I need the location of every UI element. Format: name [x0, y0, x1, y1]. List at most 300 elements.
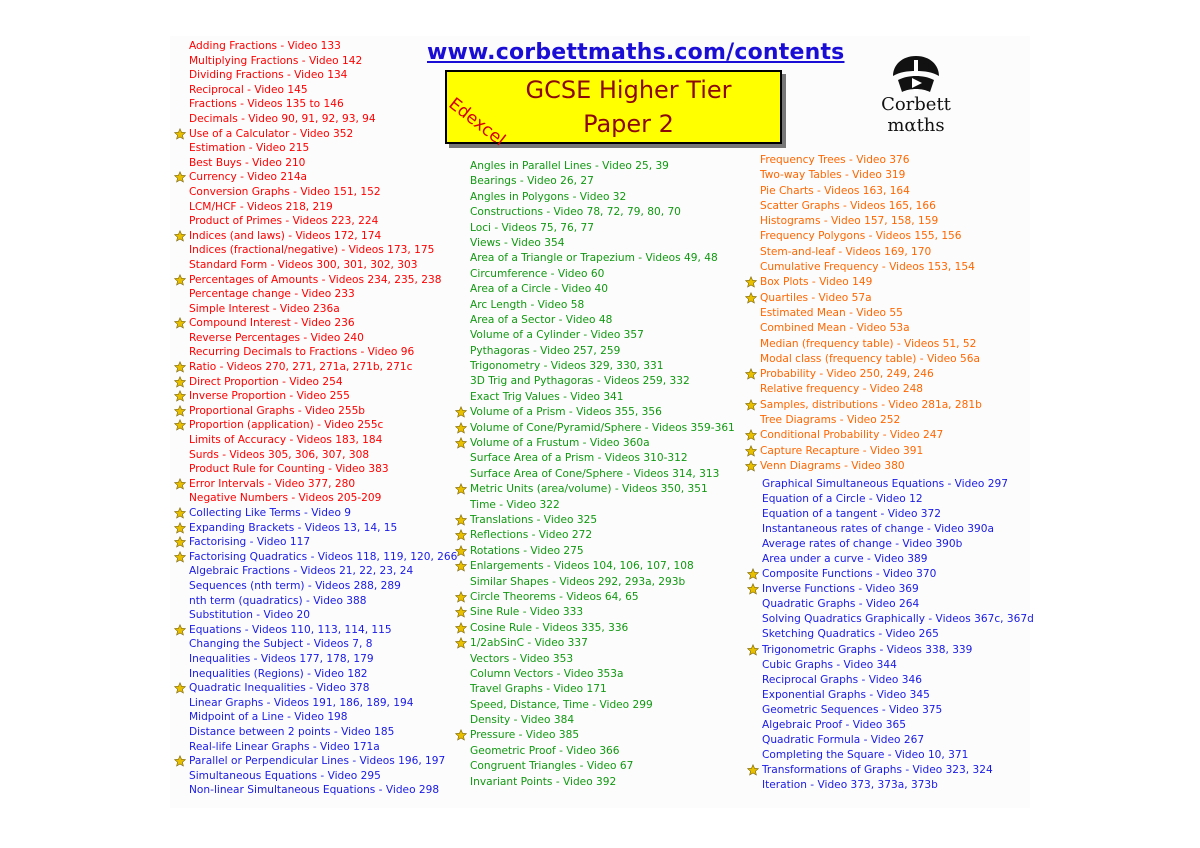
topic-label: Compound Interest - Video 236: [189, 317, 355, 330]
topic-link[interactable]: [189, 696, 457, 711]
topic-label: Surface Area of Cone/Sphere - Videos 314, 313: [470, 467, 720, 480]
topic-link[interactable]: [189, 521, 457, 536]
topic-label: Column Vectors - Video 353a: [470, 667, 624, 680]
contents-url-link[interactable]: www.corbettmaths.com/contents: [427, 40, 845, 65]
topic-link[interactable]: [189, 652, 457, 667]
topic-link[interactable]: [189, 769, 457, 784]
title-line-2: Paper 2: [583, 110, 674, 138]
topic-label: Sequences (nth term) - Videos 288, 289: [189, 579, 401, 592]
topic-label: Factorising Quadratics - Videos 118, 119, 120, 266: [189, 550, 458, 563]
topic-label: Enlargements - Videos 104, 106, 107, 108: [470, 560, 694, 573]
topic-label: Surface Area of a Prism - Videos 310-312: [470, 452, 688, 465]
topic-link[interactable]: [470, 328, 735, 343]
topic-label: Equation of a Circle - Video 12: [762, 493, 923, 506]
star-icon: [747, 583, 759, 595]
topic-label: nth term (quadratics) - Video 388: [189, 594, 367, 607]
topic-link[interactable]: [189, 156, 457, 171]
topic-label: Equation of a tangent - Video 372: [762, 508, 942, 521]
topic-label: Composite Functions - Video 370: [762, 568, 937, 581]
topic-link[interactable]: [762, 492, 1034, 507]
topic-label: Proportional Graphs - Video 255b: [189, 404, 366, 417]
topic-link[interactable]: [189, 287, 457, 302]
topic-label: Tree Diagrams - Video 252: [760, 414, 901, 427]
topic-label: Error Intervals - Video 377, 280: [189, 477, 356, 490]
topic-label: 3D Trig and Pythagoras - Videos 259, 332: [470, 375, 690, 388]
topic-link[interactable]: [760, 444, 982, 459]
topic-link[interactable]: [470, 159, 735, 174]
topic-link[interactable]: [189, 258, 457, 273]
topic-link[interactable]: [470, 359, 735, 374]
topic-link[interactable]: [470, 190, 735, 205]
topic-label: Area of a Triangle or Trapezium - Videos 49, 48: [470, 252, 718, 265]
topic-link[interactable]: [189, 710, 457, 725]
topic-link[interactable]: [189, 170, 457, 185]
topic-link[interactable]: [189, 740, 457, 755]
topic-label: Constructions - Video 78, 72, 79, 80, 70: [470, 206, 681, 219]
topic-link[interactable]: [189, 608, 457, 623]
topic-link[interactable]: [189, 54, 457, 69]
topic-label: Recurring Decimals to Fractions - Video 96: [189, 346, 415, 359]
topic-label: Multiplying Fractions - Video 142: [189, 54, 363, 67]
topic-link[interactable]: [762, 477, 1034, 492]
topic-label: Density - Video 384: [470, 714, 575, 727]
topic-label: Volume of a Cylinder - Video 357: [470, 329, 644, 342]
topic-link[interactable]: [189, 418, 457, 433]
topic-label: Product Rule for Counting - Video 383: [189, 463, 389, 476]
topic-link[interactable]: [189, 345, 457, 360]
topic-link[interactable]: [470, 451, 735, 466]
topic-link[interactable]: [189, 141, 457, 156]
topic-link[interactable]: [189, 477, 457, 492]
topic-label: Frequency Polygons - Videos 155, 156: [760, 230, 962, 243]
topic-link[interactable]: [189, 579, 457, 594]
topic-link[interactable]: [470, 728, 735, 743]
topic-label: Graphical Simultaneous Equations - Video 297: [762, 478, 1008, 490]
topic-link[interactable]: [762, 522, 1034, 537]
star-icon: [455, 637, 467, 649]
topic-link[interactable]: [189, 623, 457, 638]
topic-link[interactable]: [760, 321, 982, 336]
topic-column-algebra: [762, 477, 1034, 793]
topic-link[interactable]: [189, 550, 457, 565]
topic-link[interactable]: [470, 636, 735, 651]
topic-label: Average rates of change - Video 390b: [762, 538, 963, 551]
topic-link[interactable]: [189, 214, 457, 229]
topic-label: Changing the Subject - Videos 7, 8: [189, 638, 373, 651]
topic-label: Ratio - Videos 270, 271, 271a, 271b, 271c: [189, 361, 413, 374]
topic-link[interactable]: [760, 184, 982, 199]
topic-label: Percentages of Amounts - Videos 234, 235, 238: [189, 273, 442, 286]
topic-label: Metric Units (area/volume) - Videos 350, 351: [470, 483, 708, 496]
logo-text-corbett: Corbett: [881, 94, 951, 115]
topic-link[interactable]: [762, 627, 1034, 642]
topic-link[interactable]: [762, 643, 1034, 658]
topic-label: Congruent Triangles - Video 67: [470, 760, 634, 773]
topic-link[interactable]: [189, 667, 457, 682]
star-icon: [174, 361, 186, 373]
topic-label: Distance between 2 points - Video 185: [189, 725, 395, 738]
topic-link[interactable]: [470, 528, 735, 543]
logo-text-maths: mαths: [887, 115, 945, 136]
topic-link[interactable]: [762, 733, 1034, 748]
topic-label: Decimals - Video 90, 91, 92, 93, 94: [189, 112, 376, 125]
star-icon: [174, 128, 186, 140]
topic-label: Area under a curve - Video 389: [762, 553, 928, 566]
topic-label: Non-linear Simultaneous Equations - Video 298: [189, 784, 440, 797]
topic-label: Trigonometric Graphs - Videos 338, 339: [762, 643, 973, 656]
topic-link[interactable]: [762, 778, 1034, 793]
topic-link[interactable]: [760, 291, 982, 306]
star-icon: [455, 514, 467, 526]
topic-label: Quartiles - Video 57a: [760, 291, 872, 304]
topic-label: Area of a Sector - Video 48: [470, 313, 613, 326]
topic-label: Pressure - Video 385: [470, 729, 580, 742]
topic-label: Combined Mean - Video 53a: [760, 322, 910, 335]
star-icon: [747, 568, 759, 580]
topic-label: Probability - Video 250, 249, 246: [760, 368, 934, 381]
topic-link[interactable]: [760, 229, 982, 244]
star-icon: [455, 591, 467, 603]
topic-link[interactable]: [762, 582, 1034, 597]
topic-label: Box Plots - Video 149: [760, 276, 873, 289]
topic-link[interactable]: [470, 621, 735, 636]
topic-link[interactable]: [470, 374, 735, 389]
star-icon: [455, 729, 467, 741]
topic-label: Stem-and-leaf - Videos 169, 170: [760, 245, 932, 258]
topic-label: Vectors - Video 353: [470, 652, 574, 665]
topic-label: Pythagoras - Video 257, 259: [470, 344, 621, 357]
topic-column-number-algebra: [189, 39, 457, 798]
topic-label: Exponential Graphs - Video 345: [762, 688, 930, 701]
topic-link[interactable]: [470, 221, 735, 236]
topic-link[interactable]: [189, 97, 457, 112]
topic-link[interactable]: [189, 360, 457, 375]
topic-link[interactable]: [189, 433, 457, 448]
topic-label: Iteration - Video 373, 373a, 373b: [762, 778, 938, 791]
star-icon: [745, 292, 757, 304]
topic-label: 1/2abSinC - Video 337: [470, 637, 588, 650]
topic-link[interactable]: [762, 673, 1034, 688]
topic-link[interactable]: [760, 199, 982, 214]
topic-link[interactable]: [762, 597, 1034, 612]
topic-label: Indices (and laws) - Videos 172, 174: [189, 229, 382, 242]
topic-link[interactable]: [470, 267, 735, 282]
topic-link[interactable]: [470, 590, 735, 605]
star-icon: [174, 551, 186, 563]
topic-label: Loci - Videos 75, 76, 77: [470, 221, 595, 234]
topic-link[interactable]: [760, 352, 982, 367]
topic-link[interactable]: [470, 282, 735, 297]
topic-link[interactable]: [189, 448, 457, 463]
topic-link[interactable]: [470, 467, 735, 482]
star-icon: [455, 406, 467, 418]
topic-label: Histograms - Video 157, 158, 159: [760, 215, 939, 228]
topic-label: Samples, distributions - Video 281a, 281b: [760, 398, 982, 411]
topic-link[interactable]: [189, 637, 457, 652]
title-box: [444, 70, 782, 151]
star-icon: [745, 460, 757, 472]
topic-label: Cumulative Frequency - Videos 153, 154: [760, 261, 975, 274]
topic-label: Algebraic Proof - Video 365: [762, 718, 906, 731]
topic-link[interactable]: [760, 214, 982, 229]
topic-link[interactable]: [470, 174, 735, 189]
topic-link[interactable]: [470, 667, 735, 682]
topic-link[interactable]: [189, 389, 457, 404]
topic-link[interactable]: [470, 436, 735, 451]
topic-link[interactable]: [189, 491, 457, 506]
star-icon: [455, 529, 467, 541]
topic-label: Inverse Proportion - Video 255: [189, 390, 350, 403]
topic-link[interactable]: [189, 331, 457, 346]
topic-link[interactable]: [760, 260, 982, 275]
topic-link[interactable]: [760, 398, 982, 413]
topic-link[interactable]: [762, 567, 1034, 582]
topic-link[interactable]: [189, 506, 457, 521]
star-icon: [174, 624, 186, 636]
topic-label: Relative frequency - Video 248: [760, 383, 924, 396]
corbett-logo-icon: [890, 54, 942, 96]
topic-label: Circle Theorems - Videos 64, 65: [470, 590, 639, 603]
topic-label: Area of a Circle - Video 40: [470, 283, 609, 296]
topic-link[interactable]: [760, 337, 982, 352]
topic-link[interactable]: [470, 713, 735, 728]
topic-label: Modal class (frequency table) - Video 56a: [760, 352, 980, 365]
topic-link[interactable]: [189, 112, 457, 127]
star-icon: [174, 274, 186, 286]
topic-label: Factorising - Video 117: [189, 536, 311, 549]
star-icon: [745, 429, 757, 441]
star-icon: [174, 419, 186, 431]
topic-label: Pie Charts - Videos 163, 164: [760, 184, 910, 197]
star-icon: [174, 405, 186, 417]
topic-label: Sketching Quadratics - Video 265: [762, 628, 939, 641]
topic-label: Travel Graphs - Video 171: [470, 683, 607, 696]
star-icon: [174, 317, 186, 329]
star-icon: [455, 437, 467, 449]
topic-link[interactable]: [470, 544, 735, 559]
topic-label: Indices (fractional/negative) - Videos 173, 175: [189, 244, 435, 257]
topic-link[interactable]: [762, 552, 1034, 567]
topic-link[interactable]: [470, 559, 735, 574]
topic-link[interactable]: [189, 754, 457, 769]
topic-link[interactable]: [189, 404, 457, 419]
topic-label: Expanding Brackets - Videos 13, 14, 15: [189, 521, 398, 534]
topic-link[interactable]: [189, 462, 457, 477]
topic-label: Substitution - Video 20: [189, 609, 311, 622]
topic-link[interactable]: [762, 748, 1034, 763]
exam-board-label: Edexcel: [444, 94, 509, 151]
topic-link[interactable]: [762, 658, 1034, 673]
topic-link[interactable]: [189, 200, 457, 215]
topic-link[interactable]: [189, 243, 457, 258]
topic-label: Conditional Probability - Video 247: [760, 429, 944, 442]
star-icon: [745, 399, 757, 411]
star-icon: [174, 478, 186, 490]
topic-label: Equations - Videos 110, 113, 114, 115: [189, 623, 392, 636]
topic-label: Simple Interest - Video 236a: [189, 302, 340, 315]
title-line-1: GCSE Higher Tier: [525, 76, 732, 104]
topic-label: Collecting Like Terms - Video 9: [189, 507, 352, 519]
topic-link[interactable]: [760, 245, 982, 260]
topic-label: Angles in Polygons - Video 32: [470, 190, 627, 203]
topic-link[interactable]: [470, 759, 735, 774]
topic-link[interactable]: [470, 344, 735, 359]
topic-label: Algebraic Fractions - Videos 21, 22, 23, 24: [189, 565, 414, 578]
topic-label: Standard Form - Videos 300, 301, 302, 303: [189, 258, 418, 271]
topic-label: Reverse Percentages - Video 240: [189, 331, 364, 344]
topic-label: Cosine Rule - Videos 335, 336: [470, 621, 629, 634]
topic-label: Best Buys - Video 210: [189, 156, 306, 169]
star-icon: [174, 522, 186, 534]
topic-label: Views - Video 354: [470, 236, 565, 249]
topic-link[interactable]: [470, 775, 735, 790]
topic-label: Use of a Calculator - Video 352: [189, 127, 354, 140]
topic-label: Speed, Distance, Time - Video 299: [470, 698, 653, 711]
topic-label: Estimation - Video 215: [189, 142, 310, 155]
topic-link[interactable]: [470, 205, 735, 220]
topic-label: Venn Diagrams - Video 380: [760, 459, 905, 472]
topic-link[interactable]: [760, 428, 982, 443]
topic-label: Inequalities - Videos 177, 178, 179: [189, 652, 374, 665]
topic-label: Negative Numbers - Videos 205-209: [189, 492, 382, 505]
topic-link[interactable]: [189, 68, 457, 83]
topic-label: Inequalities (Regions) - Video 182: [189, 667, 368, 680]
topic-link[interactable]: [470, 251, 735, 266]
topic-label: Dividing Fractions - Video 134: [189, 69, 348, 82]
topic-link[interactable]: [189, 594, 457, 609]
star-icon: [174, 536, 186, 548]
topic-link[interactable]: [189, 302, 457, 317]
topic-label: Volume of a Prism - Videos 355, 356: [470, 406, 662, 419]
topic-link[interactable]: [760, 382, 982, 397]
topic-link[interactable]: [762, 703, 1034, 718]
topic-link[interactable]: [470, 652, 735, 667]
topic-link[interactable]: [470, 498, 735, 513]
topic-link[interactable]: [189, 375, 457, 390]
topic-label: Capture Recapture - Video 391: [760, 444, 924, 457]
topic-link[interactable]: [470, 605, 735, 620]
topic-label: Linear Graphs - Videos 191, 186, 189, 194: [189, 696, 414, 709]
topic-link[interactable]: [470, 405, 735, 420]
topic-label: Invariant Points - Video 392: [470, 775, 617, 788]
topic-label: Median (frequency table) - Videos 51, 52: [760, 337, 977, 350]
topic-label: Scatter Graphs - Videos 165, 166: [760, 199, 936, 212]
topic-label: Translations - Video 325: [470, 513, 598, 526]
topic-link[interactable]: [762, 537, 1034, 552]
topic-link[interactable]: [189, 535, 457, 550]
topic-link[interactable]: [470, 313, 735, 328]
topic-link[interactable]: [470, 682, 735, 697]
topic-link[interactable]: [189, 83, 457, 98]
star-icon: [455, 606, 467, 618]
topic-link[interactable]: [760, 367, 982, 382]
topic-link[interactable]: [189, 127, 457, 142]
topic-label: Adding Fractions - Video 133: [189, 40, 341, 52]
topic-label: Quadratic Formula - Video 267: [762, 733, 925, 746]
topic-label: Trigonometry - Videos 329, 330, 331: [470, 360, 664, 373]
topic-label: Quadratic Graphs - Video 264: [762, 598, 920, 611]
topic-label: Frequency Trees - Video 376: [760, 154, 910, 166]
topic-label: Volume of Cone/Pyramid/Sphere - Videos 359-361: [470, 421, 735, 434]
star-icon: [174, 230, 186, 242]
topic-link[interactable]: [762, 612, 1034, 627]
topic-label: Limits of Accuracy - Videos 183, 184: [189, 434, 383, 447]
topic-label: Similar Shapes - Videos 292, 293a, 293b: [470, 575, 686, 588]
topic-link[interactable]: [189, 316, 457, 331]
topic-label: Parallel or Perpendicular Lines - Videos 196, 197: [189, 755, 446, 768]
topic-link[interactable]: [762, 507, 1034, 522]
topic-link[interactable]: [189, 229, 457, 244]
topic-label: Reflections - Video 272: [470, 529, 593, 542]
topic-link[interactable]: [760, 168, 982, 183]
star-icon: [747, 644, 759, 656]
topic-link[interactable]: [470, 390, 735, 405]
topic-label: Time - Video 322: [470, 498, 560, 511]
topic-link[interactable]: [762, 688, 1034, 703]
topic-label: Cubic Graphs - Video 344: [762, 658, 897, 671]
star-icon: [455, 483, 467, 495]
topic-link[interactable]: [470, 513, 735, 528]
topic-link[interactable]: [470, 744, 735, 759]
topic-link[interactable]: [470, 298, 735, 313]
topic-label: Reciprocal - Video 145: [189, 83, 308, 96]
topic-link[interactable]: [470, 575, 735, 590]
topic-label: Solving Quadratics Graphically - Videos 367c, 367d: [762, 613, 1034, 626]
topic-link[interactable]: [189, 681, 457, 696]
topic-label: Angles in Parallel Lines - Video 25, 39: [470, 160, 669, 172]
topic-link[interactable]: [470, 698, 735, 713]
topic-label: Reciprocal Graphs - Video 346: [762, 673, 922, 686]
topic-label: Bearings - Video 26, 27: [470, 175, 594, 188]
star-icon: [455, 560, 467, 572]
topic-link[interactable]: [760, 153, 982, 168]
topic-link[interactable]: [760, 459, 982, 474]
topic-link[interactable]: [189, 783, 457, 798]
topic-link[interactable]: [189, 564, 457, 579]
topic-link[interactable]: [470, 482, 735, 497]
topic-label: Quadratic Inequalities - Video 378: [189, 682, 370, 695]
topic-label: Proportion (application) - Video 255c: [189, 419, 384, 432]
topic-link[interactable]: [760, 306, 982, 321]
topic-label: Arc Length - Video 58: [470, 298, 585, 311]
topic-link[interactable]: [760, 275, 982, 290]
topic-link[interactable]: [189, 185, 457, 200]
topic-link[interactable]: [470, 421, 735, 436]
topic-label: Surds - Videos 305, 306, 307, 308: [189, 448, 370, 461]
star-icon: [174, 507, 186, 519]
star-icon: [174, 682, 186, 694]
topic-label: Percentage change - Video 233: [189, 288, 355, 301]
topic-label: Fractions - Videos 135 to 146: [189, 98, 344, 111]
topic-link[interactable]: [189, 39, 457, 54]
topic-label: Direct Proportion - Video 254: [189, 375, 343, 388]
topic-label: Currency - Video 214a: [189, 171, 308, 184]
topic-link[interactable]: [470, 236, 735, 251]
topic-label: Inverse Functions - Video 369: [762, 583, 919, 596]
star-icon: [455, 422, 467, 434]
topic-label: LCM/HCF - Videos 218, 219: [189, 200, 333, 213]
topic-label: Estimated Mean - Video 55: [760, 306, 903, 319]
star-icon: [174, 376, 186, 388]
topic-link[interactable]: [762, 763, 1034, 778]
topic-link[interactable]: [762, 718, 1034, 733]
topic-label: Two-way Tables - Video 319: [760, 169, 906, 182]
star-icon: [174, 171, 186, 183]
topic-link[interactable]: [189, 725, 457, 740]
topic-link[interactable]: [760, 413, 982, 428]
topic-column-geometry: [470, 159, 735, 790]
topic-link[interactable]: [189, 273, 457, 288]
